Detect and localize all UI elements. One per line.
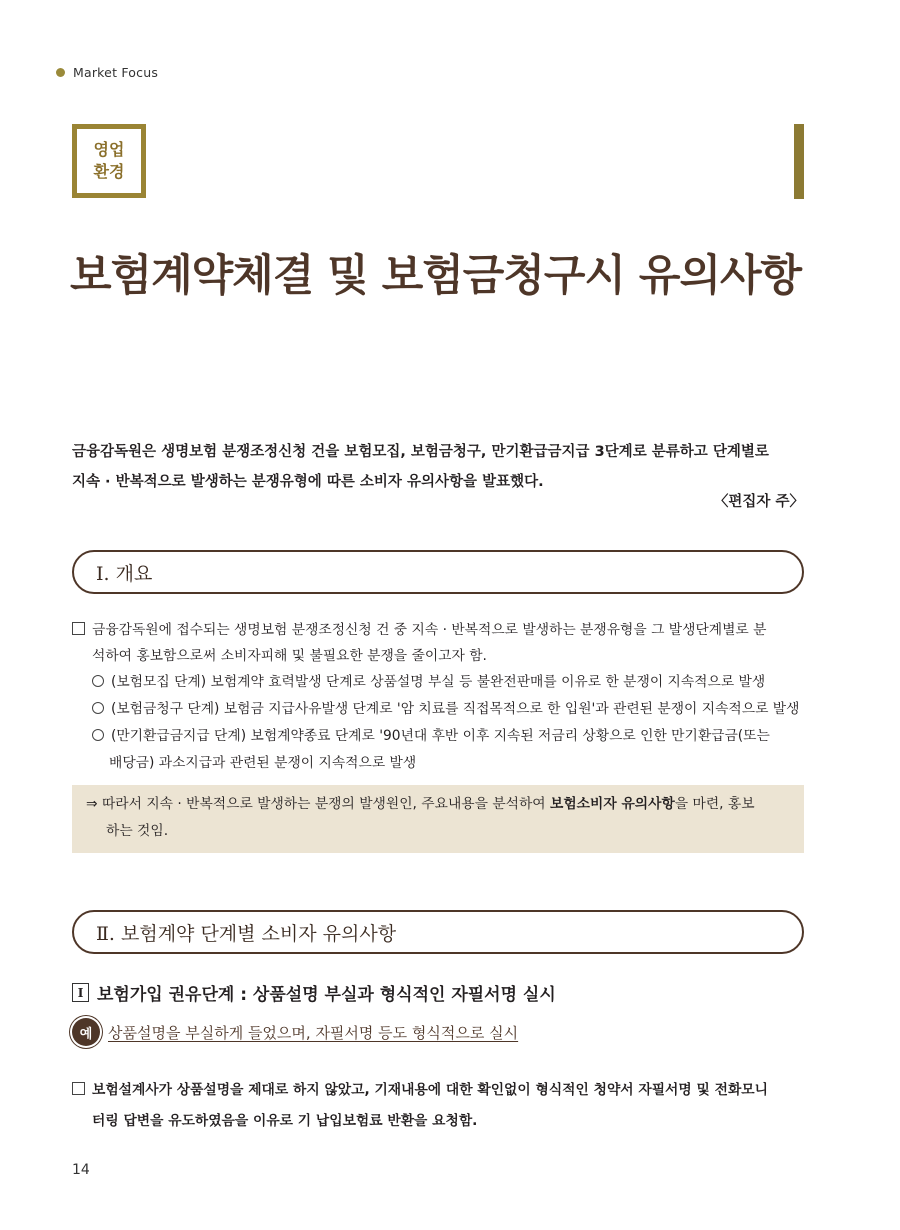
intro-line1: 금융감독원은 생명보험 분쟁조정신청 건을 보험모집, 보험금청구, 만기환급금지급 3단계로 분류하고 단계별로 xyxy=(72,444,769,460)
running-header xyxy=(56,62,158,82)
circle-bullet-icon xyxy=(92,729,104,741)
section2-para-line1: 보험설계사가 상품설명을 제대로 하지 않았고, 기재내용에 대한 확인없이 형식적인 청약서 자필서명 및 전화모니 xyxy=(92,1082,768,1098)
section1-para-line2: 석하여 홍보함으로써 소비자피해 및 불필요한 분쟁을 줄이고자 함. xyxy=(92,648,487,664)
bullet-item xyxy=(92,696,799,722)
bullet-item xyxy=(92,723,770,749)
bullet-text: 보험계약종료 단계로 '90년대 후반 이후 지속된 저금리 상황으로 인한 만기환급금(또는 xyxy=(246,728,770,744)
category-line1: 영업 xyxy=(93,140,125,159)
example-row xyxy=(72,1018,518,1046)
stage-title: 보험가입 권유단계 : 상품설명 부실과 형식적인 자필서명 실시 xyxy=(97,985,556,1005)
summary-box xyxy=(72,785,804,853)
stage-number-box: Ⅰ xyxy=(72,983,89,1002)
example-badge: 예 xyxy=(72,1018,100,1046)
bullet-label: (보험모집 단계) xyxy=(111,674,207,690)
page-title: 보험계약체결 및 보험금청구시 유의사항 xyxy=(70,251,802,301)
summary-suffix: 을 마련, 홍보 xyxy=(674,796,755,812)
circle-bullet-icon xyxy=(92,702,104,714)
bullet-dot-icon xyxy=(56,68,65,77)
summary-line1 xyxy=(86,791,790,818)
summary-prefix: ⇒ 따라서 지속 · 반복적으로 발생하는 분쟁의 발생원인, 주요내용을 분석하여 xyxy=(86,796,551,812)
bullet-label: (보험금청구 단계) xyxy=(111,701,220,717)
section2-heading xyxy=(72,910,804,954)
editor-note: 〈편집자 주〉 xyxy=(713,494,804,510)
section1-paragraph xyxy=(72,617,766,643)
checkbox-square-icon xyxy=(72,1082,85,1095)
intro-line2: 지속 · 반복적으로 발생하는 분쟁유형에 따른 소비자 유의사항을 발표했다. xyxy=(72,474,544,490)
section1-heading-text: Ⅰ. 개요 xyxy=(96,562,153,585)
circle-bullet-icon xyxy=(92,675,104,687)
checkbox-square-icon xyxy=(72,622,85,635)
section1-para-line1: 금융감독원에 접수되는 생명보험 분쟁조정신청 건 중 지속 · 반복적으로 발생하는 분쟁유형을 그 발생단계별로 분 xyxy=(92,622,767,638)
section2-heading-text: Ⅱ. 보험계약 단계별 소비자 유의사항 xyxy=(96,922,397,945)
bullet-text: 보험계약 효력발생 단계로 상품설명 부실 등 불완전판매를 이유로 한 분쟁이 지속적으로 발생 xyxy=(206,674,766,690)
category-box xyxy=(72,124,146,198)
section2-paragraph xyxy=(72,1077,768,1103)
summary-bold: 보험소비자 유의사항 xyxy=(550,796,675,812)
bullet-item xyxy=(92,669,765,695)
page-number: 14 xyxy=(72,1162,90,1178)
accent-bar xyxy=(794,124,804,199)
summary-line2: 하는 것임. xyxy=(106,823,169,839)
bullet-text-continued: 배당금) 과소지급과 관련된 분쟁이 지속적으로 발생 xyxy=(109,755,417,771)
section1-heading xyxy=(72,550,804,594)
example-text: 상품설명을 부실하게 들었으며, 자필서명 등도 형식적으로 실시 xyxy=(108,1023,519,1042)
bullet-text: 보험금 지급사유발생 단계로 '암 치료를 직접목적으로 한 입원'과 관련된 분쟁이 지속적으로 발생 xyxy=(219,701,800,717)
stage-heading xyxy=(72,980,556,1005)
section2-para-line2: 터링 답변을 유도하였음을 이유로 기 납입보험료 반환을 요청함. xyxy=(92,1113,478,1129)
category-line2: 환경 xyxy=(93,162,125,181)
bullet-label: (만기환급금지급 단계) xyxy=(111,728,247,744)
intro-paragraph xyxy=(72,437,804,497)
header-label: Market Focus xyxy=(73,64,159,80)
